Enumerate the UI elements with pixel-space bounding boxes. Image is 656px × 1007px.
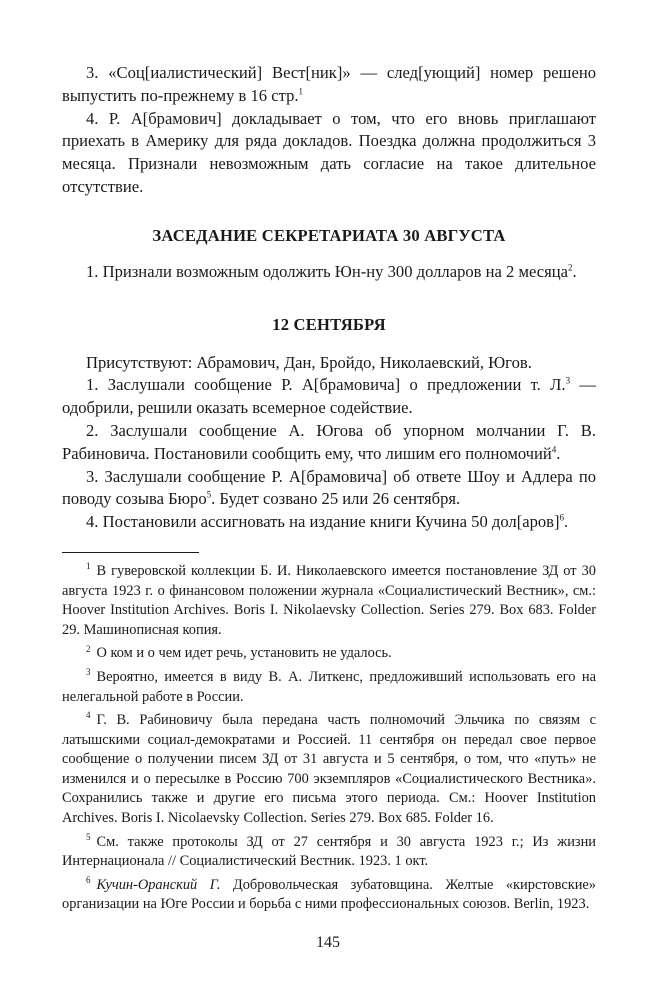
main-text [62, 62, 596, 534]
paragraph-loan: 1. Признали возможным одолжить Юн-ну 300 долларов на 2 месяца$^2$. [86, 261, 577, 281]
footnote-ref-5: 5 [206, 489, 212, 500]
resolution-2: 2. Заслушали сообщение А. Югова об упорном молчании Г. В. Рабиновича. Постановили сообщить ему, что лишим его полномочий$^4$. [62, 420, 596, 463]
section-heading-aug30: ЗАСЕДАНИЕ СЕКРЕТАРИАТА 30 АВГУСТА [152, 225, 506, 245]
footnote-6: $^6$ Кучин-Оранский Г. Добровольческая зубатовщина. Желтые «кирстовские» организации на Юге России и борьба с ними профессиональных союзов. Berlin, 1923. [62, 875, 596, 913]
section-heading-sep12: 12 СЕНТЯБРЯ [272, 314, 386, 334]
footnote-2: $^2$ О ком и о чем идет речь, установить не удалось. [86, 643, 392, 662]
footnote-1: $^1$ В гуверовской коллекции Б. И. Николаевского имеется постановление ЗД от 30 августа 1923 г. о финансовом положении журнала «Социалистический Вестник», см.: Hoover Institution Archives. Boris I. Nikolaevsky Collection. Series 279. Box 683. Folder 29. Машинописная копия. [62, 561, 596, 638]
paragraph-item-3: 3. «Соц[иалистический] Вест[ник]» — след[ующий] номер решено выпустить по-прежнему в 16 стр.$^1$ [62, 63, 596, 105]
footnote-3: $^3$ Вероятно, имеется в виду В. А. Литкенс, предложивший использовать его на нелегальной работе в России. [62, 667, 596, 705]
footnote-ref-3: 3 [565, 375, 571, 386]
footnote-ref-6: 6 [559, 512, 565, 523]
footnote-5: $^5$ См. также протоколы ЗД от 27 сентября и 30 августа 1923 г.; Из жизни Интернационала // Социалистический Вестник. 1923. 1 окт. [62, 831, 596, 870]
page-number: 145 [316, 934, 340, 951]
resolution-1: 1. Заслушали сообщение Р. А[брамовича] о предложении т. Л.$^3$ — одобрили, решили оказать всемерное содействие. [62, 375, 596, 418]
footnote-4: $^4$ Г. В. Рабиновичу была передана часть полномочий Эльчика по связям с латышскими социал-демократами и Россией. 11 сентября он передал свое первое сообщение о получении писем ЗД от 31 августа и 5 сентября, о том, что «путь» не изменился и о пересылке в Россию 700 экземпляров «Социалистического Вестника». Сохранились также и другие его письма этого периода. См.: Hoover Institution Archives. Boris I. Nicolaevsky Collection. Series 279. Box 685. Folder 16. [62, 710, 596, 827]
footnote-ref-4: 4 [551, 444, 557, 455]
paragraph-item-4: 4. Р. А[брамович] докладывает о том, что его вновь приглашают приехать в Америку для ряда докладов. Поездка должна продолжиться 3 месяца. Признали невозможным дать согласие на такое длительное отсутствие. [62, 108, 596, 196]
footnote-6-author: Кучин-Оранский Г. [96, 876, 221, 893]
resolution-4: 4. Постановили ассигновать на издание книги Кучина 50 дол[аров]$^6$. [86, 512, 569, 532]
attendance-line: Присутствуют: Абрамович, Дан, Бройдо, Николаевский, Югов. [86, 352, 532, 372]
footnote-ref-2: 2 [568, 262, 573, 273]
footnote-divider [62, 552, 199, 553]
footnotes [62, 562, 596, 915]
footnote-ref-1: 1 [298, 86, 304, 97]
resolution-3: 3. Заслушали сообщение Р. А[брамовича] об ответе Шоу и Адлера по поводу созыва Бюро$^5$. Будет созвано 25 или 26 сентября. [62, 466, 596, 509]
